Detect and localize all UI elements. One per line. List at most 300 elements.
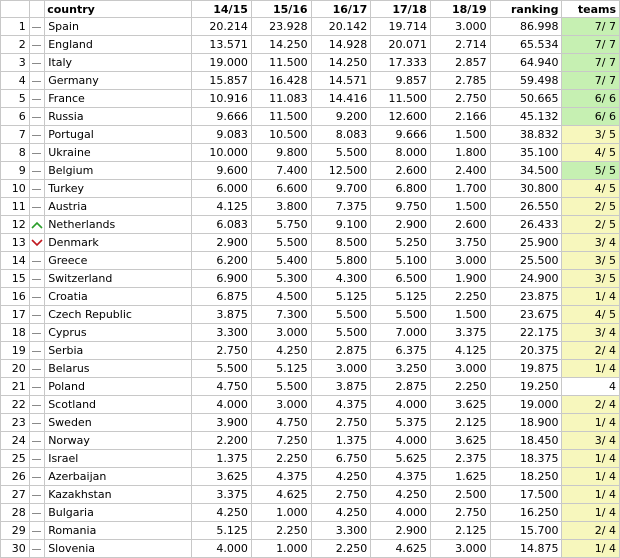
season-15-16-points: 4.750: [251, 414, 311, 432]
season-16-17-points: 9.700: [311, 180, 371, 198]
trend-flat-icon: [32, 441, 41, 442]
trend-flat-icon: [32, 297, 41, 298]
season-15-16-points: 5.300: [251, 270, 311, 288]
season-15-16-points: 4.625: [251, 486, 311, 504]
teams-remaining: 4: [562, 378, 620, 396]
season-16-17-points: 5.500: [311, 306, 371, 324]
rank-cell: 1: [1, 18, 30, 36]
trend-flat-icon: [32, 261, 41, 262]
ranking-points: 38.832: [490, 126, 562, 144]
table-row[interactable]: [1, 486, 620, 504]
season-17-18-points: 5.625: [371, 450, 431, 468]
season-14-15-points: 5.125: [192, 522, 252, 540]
rank-cell: 18: [1, 324, 30, 342]
header-teams[interactable]: teams: [562, 1, 620, 18]
season-18-19-points: 2.125: [430, 414, 490, 432]
trend-flat-icon: [32, 171, 41, 172]
rank-cell: 28: [1, 504, 30, 522]
season-17-18-points: 2.900: [371, 522, 431, 540]
teams-remaining: 2/ 4: [562, 342, 620, 360]
country-name[interactable]: Switzerland: [45, 270, 192, 288]
season-17-18-points: 6.375: [371, 342, 431, 360]
table-body: [1, 18, 620, 558]
season-15-16-points: 2.250: [251, 522, 311, 540]
table-row[interactable]: [1, 306, 620, 324]
table-row[interactable]: [1, 468, 620, 486]
season-18-19-points: 3.375: [430, 324, 490, 342]
table-row[interactable]: [1, 108, 620, 126]
rank-cell: 24: [1, 432, 30, 450]
country-name[interactable]: Ukraine: [45, 144, 192, 162]
season-16-17-points: 14.416: [311, 90, 371, 108]
country-name[interactable]: France: [45, 90, 192, 108]
country-name[interactable]: Italy: [45, 54, 192, 72]
teams-remaining: 4/ 5: [562, 306, 620, 324]
table-row[interactable]: [1, 342, 620, 360]
season-15-16-points: 1.000: [251, 540, 311, 558]
table-row[interactable]: [1, 216, 620, 234]
season-14-15-points: 5.500: [192, 360, 252, 378]
trend-down-icon: [31, 239, 43, 247]
country-name[interactable]: Greece: [45, 252, 192, 270]
trend-flat-icon: [32, 27, 41, 28]
season-15-16-points: 3.800: [251, 198, 311, 216]
country-name[interactable]: Belarus: [45, 360, 192, 378]
rank-cell: 4: [1, 72, 30, 90]
ranking-points: 19.250: [490, 378, 562, 396]
teams-remaining: 1/ 4: [562, 450, 620, 468]
teams-remaining: 3/ 4: [562, 432, 620, 450]
table-row[interactable]: [1, 90, 620, 108]
trend-cell: [29, 126, 44, 144]
season-18-19-points: 3.000: [430, 360, 490, 378]
country-name[interactable]: Germany: [45, 72, 192, 90]
table-row[interactable]: [1, 36, 620, 54]
trend-flat-icon: [32, 531, 41, 532]
trend-cell: [29, 162, 44, 180]
table-row[interactable]: [1, 198, 620, 216]
trend-flat-icon: [32, 387, 41, 388]
season-14-15-points: 3.875: [192, 306, 252, 324]
table-row[interactable]: [1, 162, 620, 180]
ranking-points: 34.500: [490, 162, 562, 180]
teams-remaining: 1/ 4: [562, 414, 620, 432]
country-name[interactable]: Israel: [45, 450, 192, 468]
teams-remaining: 3/ 5: [562, 126, 620, 144]
season-18-19-points: 3.000: [430, 540, 490, 558]
teams-remaining: 1/ 4: [562, 504, 620, 522]
country-name[interactable]: Serbia: [45, 342, 192, 360]
table-row[interactable]: [1, 270, 620, 288]
season-14-15-points: 6.875: [192, 288, 252, 306]
trend-cell: [29, 90, 44, 108]
ranking-points: 23.875: [490, 288, 562, 306]
season-15-16-points: 5.125: [251, 360, 311, 378]
country-name[interactable]: Czech Republic: [45, 306, 192, 324]
season-17-18-points: 4.250: [371, 486, 431, 504]
table-row[interactable]: [1, 450, 620, 468]
country-name[interactable]: Denmark: [45, 234, 192, 252]
ranking-points: 18.250: [490, 468, 562, 486]
season-17-18-points: 6.500: [371, 270, 431, 288]
season-14-15-points: 13.571: [192, 36, 252, 54]
rank-cell: 25: [1, 450, 30, 468]
table-row[interactable]: [1, 252, 620, 270]
rank-cell: 2: [1, 36, 30, 54]
season-18-19-points: 3.000: [430, 252, 490, 270]
season-15-16-points: 14.250: [251, 36, 311, 54]
season-14-15-points: 1.375: [192, 450, 252, 468]
country-name[interactable]: Romania: [45, 522, 192, 540]
rank-cell: 3: [1, 54, 30, 72]
teams-remaining: 5/ 5: [562, 162, 620, 180]
country-name[interactable]: Poland: [45, 378, 192, 396]
season-16-17-points: 8.083: [311, 126, 371, 144]
season-15-16-points: 16.428: [251, 72, 311, 90]
trend-flat-icon: [32, 63, 41, 64]
season-16-17-points: 2.250: [311, 540, 371, 558]
season-16-17-points: 2.750: [311, 414, 371, 432]
rank-cell: 30: [1, 540, 30, 558]
season-14-15-points: 4.750: [192, 378, 252, 396]
season-14-15-points: 6.200: [192, 252, 252, 270]
season-16-17-points: 8.500: [311, 234, 371, 252]
season-14-15-points: 4.000: [192, 396, 252, 414]
season-18-19-points: 2.166: [430, 108, 490, 126]
season-16-17-points: 2.875: [311, 342, 371, 360]
country-name[interactable]: Croatia: [45, 288, 192, 306]
country-name[interactable]: Bulgaria: [45, 504, 192, 522]
season-17-18-points: 2.875: [371, 378, 431, 396]
season-14-15-points: 3.375: [192, 486, 252, 504]
trend-flat-icon: [32, 153, 41, 154]
season-17-18-points: 11.500: [371, 90, 431, 108]
table-row[interactable]: [1, 18, 620, 36]
ranking-points: 26.433: [490, 216, 562, 234]
season-17-18-points: 6.800: [371, 180, 431, 198]
season-17-18-points: 9.666: [371, 126, 431, 144]
season-16-17-points: 9.200: [311, 108, 371, 126]
season-14-15-points: 3.625: [192, 468, 252, 486]
trend-cell: [29, 306, 44, 324]
season-17-18-points: 5.500: [371, 306, 431, 324]
trend-flat-icon: [32, 189, 41, 190]
table-row[interactable]: [1, 126, 620, 144]
country-name[interactable]: Slovenia: [45, 540, 192, 558]
season-16-17-points: 14.928: [311, 36, 371, 54]
season-16-17-points: 6.750: [311, 450, 371, 468]
ranking-points: 24.900: [490, 270, 562, 288]
season-17-18-points: 17.333: [371, 54, 431, 72]
season-14-15-points: 9.666: [192, 108, 252, 126]
trend-flat-icon: [32, 549, 41, 550]
season-18-19-points: 2.857: [430, 54, 490, 72]
rank-cell: 15: [1, 270, 30, 288]
teams-remaining: 2/ 5: [562, 216, 620, 234]
trend-cell: [29, 36, 44, 54]
season-18-19-points: 3.000: [430, 18, 490, 36]
teams-remaining: 1/ 4: [562, 540, 620, 558]
season-14-15-points: 2.200: [192, 432, 252, 450]
trend-cell: [29, 198, 44, 216]
season-15-16-points: 4.500: [251, 288, 311, 306]
ranking-points: 86.998: [490, 18, 562, 36]
header-ranking[interactable]: ranking: [490, 1, 562, 18]
country-name[interactable]: Norway: [45, 432, 192, 450]
season-14-15-points: 20.214: [192, 18, 252, 36]
season-17-18-points: 4.000: [371, 432, 431, 450]
ranking-points: 15.700: [490, 522, 562, 540]
season-17-18-points: 4.375: [371, 468, 431, 486]
season-15-16-points: 5.400: [251, 252, 311, 270]
ranking-points: 22.175: [490, 324, 562, 342]
teams-remaining: 3/ 4: [562, 324, 620, 342]
teams-remaining: 4/ 5: [562, 180, 620, 198]
teams-remaining: 7/ 7: [562, 36, 620, 54]
header-row: [1, 1, 620, 18]
ranking-points: 45.132: [490, 108, 562, 126]
trend-flat-icon: [32, 351, 41, 352]
ranking-points: 25.500: [490, 252, 562, 270]
teams-remaining: 7/ 7: [562, 72, 620, 90]
season-17-18-points: 2.600: [371, 162, 431, 180]
season-16-17-points: 1.375: [311, 432, 371, 450]
season-14-15-points: 4.125: [192, 198, 252, 216]
ranking-points: 35.100: [490, 144, 562, 162]
teams-remaining: 2/ 5: [562, 198, 620, 216]
header-season-15-16[interactable]: 15/16: [251, 1, 311, 18]
season-14-15-points: 9.600: [192, 162, 252, 180]
season-17-18-points: 9.857: [371, 72, 431, 90]
trend-flat-icon: [32, 423, 41, 424]
ranking-points: 65.534: [490, 36, 562, 54]
ranking-points: 26.550: [490, 198, 562, 216]
ranking-points: 19.000: [490, 396, 562, 414]
season-14-15-points: 3.300: [192, 324, 252, 342]
season-15-16-points: 9.800: [251, 144, 311, 162]
teams-remaining: 3/ 5: [562, 252, 620, 270]
season-15-16-points: 7.250: [251, 432, 311, 450]
teams-remaining: 1/ 4: [562, 360, 620, 378]
rank-cell: 6: [1, 108, 30, 126]
trend-cell: [29, 522, 44, 540]
trend-flat-icon: [32, 135, 41, 136]
season-16-17-points: 4.375: [311, 396, 371, 414]
season-18-19-points: 4.125: [430, 342, 490, 360]
country-name[interactable]: England: [45, 36, 192, 54]
header-country[interactable]: country: [45, 1, 192, 18]
ranking-points: 59.498: [490, 72, 562, 90]
season-18-19-points: 2.750: [430, 90, 490, 108]
table-row[interactable]: [1, 144, 620, 162]
table-row[interactable]: [1, 288, 620, 306]
rank-cell: 8: [1, 144, 30, 162]
ranking-points: 16.250: [490, 504, 562, 522]
ranking-points: 30.800: [490, 180, 562, 198]
table-row[interactable]: [1, 414, 620, 432]
country-name[interactable]: Russia: [45, 108, 192, 126]
country-name[interactable]: Turkey: [45, 180, 192, 198]
trend-flat-icon: [32, 99, 41, 100]
trend-cell: [29, 144, 44, 162]
season-18-19-points: 3.625: [430, 432, 490, 450]
country-name[interactable]: Cyprus: [45, 324, 192, 342]
country-name[interactable]: Scotland: [45, 396, 192, 414]
season-17-18-points: 7.000: [371, 324, 431, 342]
season-16-17-points: 12.500: [311, 162, 371, 180]
season-15-16-points: 1.000: [251, 504, 311, 522]
trend-flat-icon: [32, 405, 41, 406]
season-18-19-points: 2.750: [430, 504, 490, 522]
trend-cell: [29, 234, 44, 252]
trend-flat-icon: [32, 81, 41, 82]
season-15-16-points: 5.750: [251, 216, 311, 234]
season-14-15-points: 19.000: [192, 54, 252, 72]
season-16-17-points: 5.500: [311, 144, 371, 162]
rank-cell: 13: [1, 234, 30, 252]
ranking-points: 18.900: [490, 414, 562, 432]
trend-cell: [29, 54, 44, 72]
rank-cell: 14: [1, 252, 30, 270]
table-row[interactable]: [1, 432, 620, 450]
trend-flat-icon: [32, 315, 41, 316]
table-row[interactable]: [1, 54, 620, 72]
country-name[interactable]: Azerbaijan: [45, 468, 192, 486]
table-row[interactable]: [1, 396, 620, 414]
rank-cell: 21: [1, 378, 30, 396]
season-18-19-points: 1.500: [430, 306, 490, 324]
season-16-17-points: 4.250: [311, 468, 371, 486]
season-14-15-points: 2.900: [192, 234, 252, 252]
ranking-points: 19.875: [490, 360, 562, 378]
season-14-15-points: 6.900: [192, 270, 252, 288]
ranking-points: 64.940: [490, 54, 562, 72]
rank-cell: 19: [1, 342, 30, 360]
country-name[interactable]: Netherlands: [45, 216, 192, 234]
trend-flat-icon: [32, 513, 41, 514]
season-18-19-points: 2.250: [430, 288, 490, 306]
rank-cell: 9: [1, 162, 30, 180]
season-14-15-points: 4.250: [192, 504, 252, 522]
teams-remaining: 7/ 7: [562, 54, 620, 72]
season-15-16-points: 5.500: [251, 378, 311, 396]
trend-cell: [29, 270, 44, 288]
season-15-16-points: 3.000: [251, 396, 311, 414]
header-season-16-17[interactable]: 16/17: [311, 1, 371, 18]
rank-cell: 27: [1, 486, 30, 504]
season-16-17-points: 5.500: [311, 324, 371, 342]
season-15-16-points: 7.400: [251, 162, 311, 180]
ranking-points: 14.875: [490, 540, 562, 558]
season-14-15-points: 10.000: [192, 144, 252, 162]
teams-remaining: 3/ 4: [562, 234, 620, 252]
season-15-16-points: 2.250: [251, 450, 311, 468]
season-18-19-points: 3.750: [430, 234, 490, 252]
trend-cell: [29, 18, 44, 36]
season-18-19-points: 1.500: [430, 198, 490, 216]
season-16-17-points: 9.100: [311, 216, 371, 234]
season-18-19-points: 1.900: [430, 270, 490, 288]
country-name[interactable]: Sweden: [45, 414, 192, 432]
header-season-14-15[interactable]: 14/15: [192, 1, 252, 18]
rank-cell: 22: [1, 396, 30, 414]
season-14-15-points: 4.000: [192, 540, 252, 558]
season-17-18-points: 4.625: [371, 540, 431, 558]
season-17-18-points: 5.375: [371, 414, 431, 432]
trend-cell: [29, 108, 44, 126]
trend-cell: [29, 216, 44, 234]
season-15-16-points: 11.500: [251, 54, 311, 72]
trend-flat-icon: [32, 117, 41, 118]
rank-cell: 12: [1, 216, 30, 234]
rank-cell: 29: [1, 522, 30, 540]
table-row[interactable]: [1, 504, 620, 522]
country-name[interactable]: Portugal: [45, 126, 192, 144]
table-row[interactable]: [1, 360, 620, 378]
season-14-15-points: 2.750: [192, 342, 252, 360]
season-17-18-points: 4.000: [371, 504, 431, 522]
season-18-19-points: 2.714: [430, 36, 490, 54]
trend-flat-icon: [32, 279, 41, 280]
teams-remaining: 1/ 4: [562, 288, 620, 306]
header-rank[interactable]: [1, 1, 30, 18]
country-name[interactable]: Belgium: [45, 162, 192, 180]
season-18-19-points: 1.625: [430, 468, 490, 486]
country-name[interactable]: Spain: [45, 18, 192, 36]
rank-cell: 11: [1, 198, 30, 216]
table-row[interactable]: [1, 72, 620, 90]
ranking-points: 20.375: [490, 342, 562, 360]
trend-cell: [29, 288, 44, 306]
season-18-19-points: 2.125: [430, 522, 490, 540]
season-17-18-points: 9.750: [371, 198, 431, 216]
table-row[interactable]: [1, 324, 620, 342]
season-17-18-points: 5.250: [371, 234, 431, 252]
trend-flat-icon: [32, 459, 41, 460]
season-16-17-points: 20.142: [311, 18, 371, 36]
ranking-points: 25.900: [490, 234, 562, 252]
trend-cell: [29, 342, 44, 360]
trend-flat-icon: [32, 45, 41, 46]
season-17-18-points: 5.125: [371, 288, 431, 306]
season-15-16-points: 4.375: [251, 468, 311, 486]
country-name[interactable]: Kazakhstan: [45, 486, 192, 504]
table-row[interactable]: [1, 522, 620, 540]
season-16-17-points: 3.000: [311, 360, 371, 378]
table-row[interactable]: [1, 378, 620, 396]
season-18-19-points: 1.800: [430, 144, 490, 162]
table-row[interactable]: [1, 180, 620, 198]
ranking-points: 17.500: [490, 486, 562, 504]
trend-up-icon: [31, 221, 43, 229]
season-17-18-points: 4.000: [371, 396, 431, 414]
trend-cell: [29, 486, 44, 504]
trend-cell: [29, 414, 44, 432]
table-row[interactable]: [1, 234, 620, 252]
trend-cell: [29, 468, 44, 486]
header-season-17-18[interactable]: 17/18: [371, 1, 431, 18]
rank-cell: 23: [1, 414, 30, 432]
season-18-19-points: 3.625: [430, 396, 490, 414]
season-17-18-points: 12.600: [371, 108, 431, 126]
country-name[interactable]: Austria: [45, 198, 192, 216]
trend-cell: [29, 450, 44, 468]
season-14-15-points: 6.000: [192, 180, 252, 198]
header-season-18-19[interactable]: 18/19: [430, 1, 490, 18]
trend-cell: [29, 180, 44, 198]
season-16-17-points: 5.800: [311, 252, 371, 270]
season-17-18-points: 19.714: [371, 18, 431, 36]
